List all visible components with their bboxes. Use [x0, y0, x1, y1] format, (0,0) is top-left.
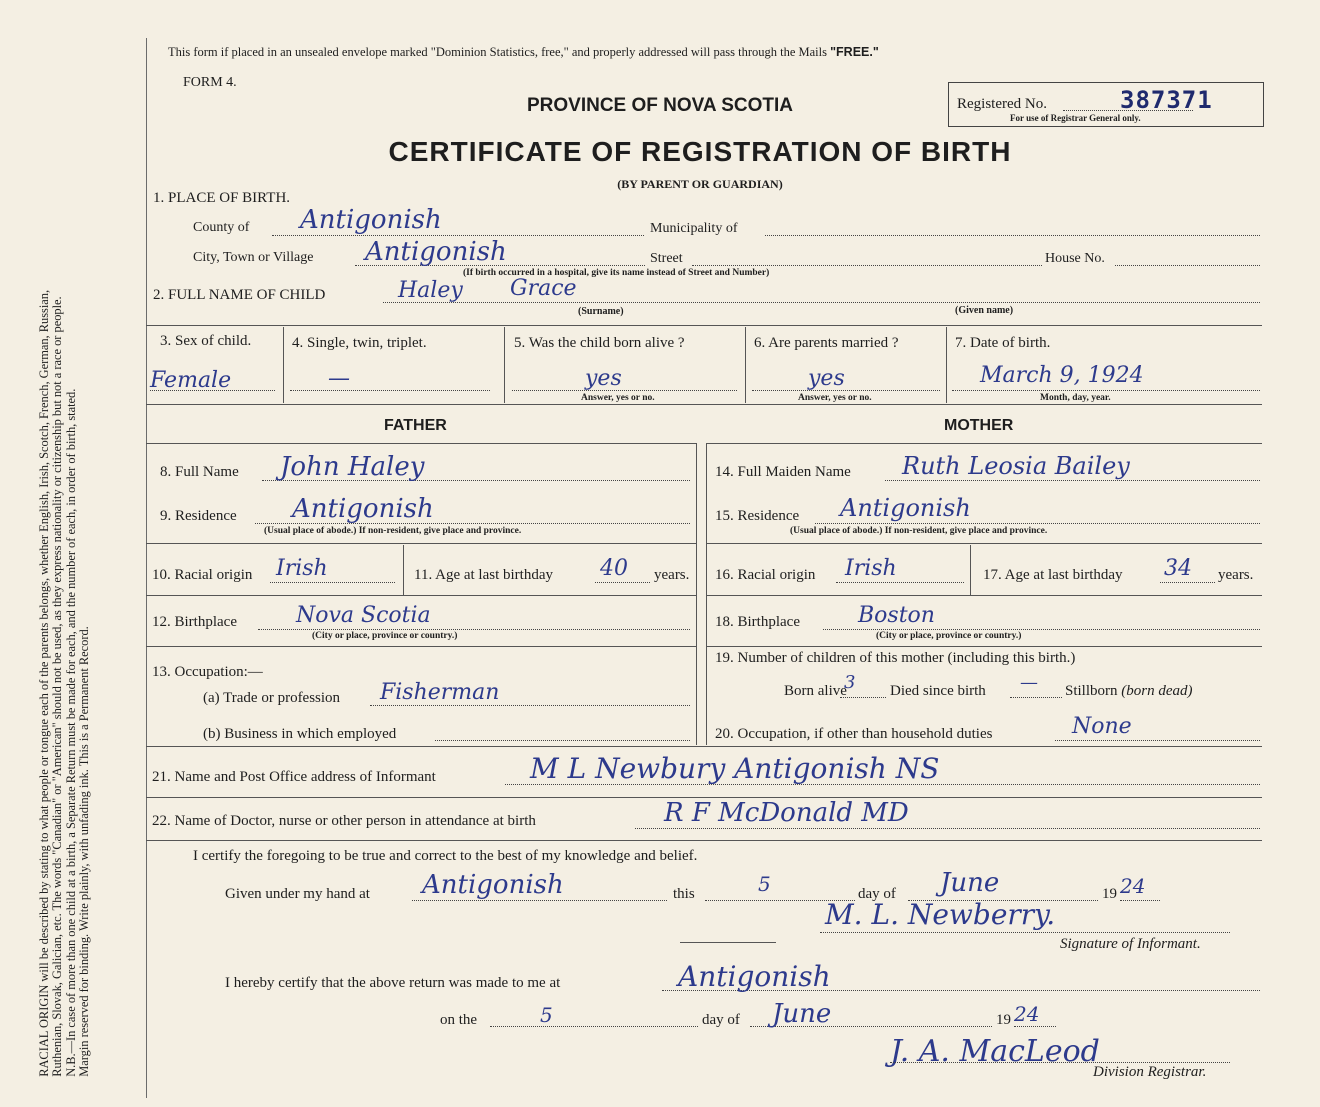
dob-value: March 9, 1924: [980, 363, 1144, 388]
given-name-note: (Given name): [955, 305, 1014, 316]
city-value: Antigonish: [365, 237, 507, 267]
registered-number: 387371: [1120, 86, 1213, 114]
alive-value: yes: [585, 366, 622, 391]
col-divider-4: [946, 327, 947, 403]
married-line: [752, 390, 940, 391]
binding-margin-rule: [146, 38, 147, 1098]
mother-occupation-line: [1055, 740, 1260, 741]
province-title: PROVINCE OF NOVA SCOTIA: [526, 95, 794, 116]
house-line: [1115, 265, 1260, 266]
mother-residence-line: [815, 523, 1260, 524]
registered-label: Registered No.: [957, 96, 1047, 112]
cert-year-prefix: 19: [1102, 886, 1117, 902]
place-heading: 1. PLACE OF BIRTH.: [153, 190, 291, 206]
married-answer-note: Answer, yes or no.: [798, 393, 872, 403]
mother-rule-1: [707, 543, 1262, 544]
registrar-signature-label: Division Registrar.: [1093, 1064, 1207, 1080]
born-alive-label: Born alive: [784, 683, 847, 699]
mother-residence-value: Antigonish: [840, 494, 971, 522]
sex-value: Female: [150, 368, 232, 393]
reg-day-line: [490, 1026, 698, 1027]
cert-day-value: 5: [758, 872, 771, 896]
municipality-line: [765, 235, 1260, 236]
parents-bottom-rule: [146, 746, 1262, 747]
plurality-value: —: [328, 366, 350, 391]
cert-month-value: June: [940, 868, 1000, 898]
registrar-signature-line: [890, 1062, 1230, 1063]
father-business-line: [435, 740, 690, 741]
father-age-line: [595, 582, 650, 583]
child-surname: Haley: [398, 278, 463, 303]
doctor-label: 22. Name of Doctor, nurse or other person in attendance at birth: [152, 813, 536, 829]
cert-year-value: 24: [1120, 874, 1146, 898]
on-the-label: on the: [440, 1012, 478, 1028]
father-header-rule: [146, 443, 697, 444]
mother-left-rule: [706, 443, 707, 745]
county-line: [272, 235, 644, 236]
father-heading: FATHER: [384, 417, 447, 434]
alive-label: 5. Was the child born alive ?: [514, 335, 685, 351]
father-trade-line: [370, 705, 690, 706]
mother-years-label: years.: [1218, 567, 1254, 583]
given-label: Given under my hand at: [225, 886, 370, 902]
father-residence-value: Antigonish: [292, 494, 434, 524]
child-given-name: Grace: [510, 276, 577, 301]
mother-name-line: [885, 480, 1260, 481]
alive-line: [512, 390, 737, 391]
father-age-divider: [403, 545, 404, 595]
county-value: Antigonish: [300, 205, 442, 235]
mother-name-label: 14. Full Maiden Name: [715, 464, 851, 480]
cert-day-of-label: day of: [858, 886, 896, 902]
mother-age-line: [1160, 582, 1215, 583]
surname-note: (Surname): [578, 306, 624, 317]
reg-day-of-label: day of: [702, 1012, 740, 1028]
dob-line: [952, 390, 1260, 391]
mother-birthplace-line: [823, 629, 1260, 630]
mother-rule-3: [707, 646, 1262, 647]
died-line: [1010, 697, 1062, 698]
married-value: yes: [808, 366, 845, 391]
mother-occupation-label: 20. Occupation, if other than household duties: [715, 726, 993, 742]
born-alive-value: 3: [844, 672, 856, 693]
father-business-label: (b) Business in which employed: [203, 726, 397, 742]
father-years-label: years.: [654, 567, 690, 583]
father-racial-value: Irish: [276, 556, 328, 581]
dob-note: Month, day, year.: [1040, 393, 1111, 403]
registrar-note: For use of Registrar General only.: [1010, 113, 1141, 123]
certificate-subtitle: (BY PARENT OR GUARDIAN): [617, 177, 783, 191]
form-number: FORM 4.: [183, 75, 237, 90]
mother-header-rule: [707, 443, 1262, 444]
child-name-label: 2. FULL NAME OF CHILD: [153, 287, 326, 303]
informant-signature: M. L. Newberry.: [825, 898, 1056, 931]
reg-year-line: [1014, 1026, 1056, 1027]
mother-heading: MOTHER: [944, 417, 1014, 434]
registrar-statement: I hereby certify that the above return was made to me at: [225, 975, 561, 991]
this-label: this: [673, 886, 695, 902]
father-trade-value: Fisherman: [380, 680, 500, 705]
father-birthplace-note: (City or place, province or country.): [312, 631, 458, 641]
mother-racial-line: [836, 582, 964, 583]
father-right-rule: [696, 443, 697, 745]
reg-year-prefix: 19: [996, 1012, 1011, 1028]
margin-note-racial-1: RACIAL ORIGIN will be described by stating to what people or tongue each of the parents belongs, whether English, Irish, Scotch, French, German, Russian,: [37, 289, 52, 1077]
given-place-value: Antigonish: [422, 870, 564, 900]
married-label: 6. Are parents married ?: [754, 335, 899, 351]
sex-label: 3. Sex of child.: [160, 333, 252, 349]
municipality-label: Municipality of: [650, 221, 738, 236]
father-residence-note: (Usual place of abode.) If non-resident, give place and province.: [264, 526, 522, 536]
cert-separator-rule: [680, 942, 776, 943]
father-age-value: 40: [600, 556, 628, 581]
certify-statement: I certify the foregoing to be true and correct to the best of my knowledge and belief.: [193, 848, 698, 864]
col-divider-2: [504, 327, 505, 403]
alive-answer-note: Answer, yes or no.: [581, 393, 655, 403]
father-rule-2: [146, 595, 697, 596]
mother-birthplace-label: 18. Birthplace: [715, 614, 800, 630]
registrar-place-value: Antigonish: [678, 960, 831, 993]
mother-racial-value: Irish: [845, 556, 897, 581]
plurality-label: 4. Single, twin, triplet.: [292, 335, 427, 351]
father-birthplace-line: [258, 629, 690, 630]
given-place-line: [412, 900, 667, 901]
registrar-signature: J. A. MacLeod: [890, 1034, 1100, 1069]
mother-birthplace-value: Boston: [858, 603, 935, 628]
informant-label: 21. Name and Post Office address of Informant: [152, 769, 436, 785]
stillborn-text: Stillborn: [1065, 683, 1118, 699]
row-3-top-rule: [146, 325, 1262, 326]
stillborn-label: [1065, 683, 1193, 700]
mother-residence-label: 15. Residence: [715, 508, 800, 524]
informant-signature-label: Signature of Informant.: [1060, 936, 1201, 952]
reg-month-value: June: [772, 999, 832, 1029]
mother-children-label: 19. Number of children of this mother (including this birth.): [715, 650, 1076, 666]
cert-year-line: [1120, 900, 1160, 901]
stillborn-note: (born dead): [1121, 683, 1193, 699]
father-racial-label: 10. Racial origin: [152, 567, 253, 583]
margin-note-racial-2: Ruthenian, Slovak, Galician, etc. The words "Canadian" or "American" should not be used, as they express nationality or citizenship but not a race or people.: [50, 296, 65, 1077]
father-rule-3: [146, 646, 697, 647]
died-label: Died since birth: [890, 683, 986, 699]
father-trade-label: (a) Trade or profession: [203, 690, 341, 706]
city-label: City, Town or Village: [193, 250, 314, 265]
margin-note-binding: Margin reserved for binding. Write plainly, with unfading ink. This is a Permanent Record.: [77, 626, 92, 1077]
father-residence-label: 9. Residence: [160, 508, 237, 524]
reg-day-value: 5: [540, 1003, 553, 1027]
father-age-label: 11. Age at last birthday: [414, 567, 553, 583]
plurality-line: [290, 390, 490, 391]
mail-notice: This form if placed in an unsealed envelope marked "Dominion Statistics, free," and properly addressed will pass through the Mails "FREE.": [168, 45, 879, 59]
county-label: County of: [193, 220, 250, 235]
father-birthplace-value: Nova Scotia: [296, 603, 431, 628]
mother-name-value: Ruth Leosia Bailey: [902, 452, 1130, 480]
dob-label: 7. Date of birth.: [955, 335, 1051, 351]
house-label: House No.: [1045, 251, 1105, 266]
street-label: Street: [650, 251, 683, 266]
father-occupation-label: 13. Occupation:—: [152, 664, 263, 680]
mother-residence-note: (Usual place of abode.) If non-resident, give place and province.: [790, 526, 1048, 536]
doctor-value: R F McDonald MD: [664, 798, 909, 828]
margin-notes: [38, 67, 92, 1077]
mother-age-value: 34: [1164, 556, 1192, 581]
street-line: [692, 265, 1042, 266]
mother-racial-label: 16. Racial origin: [715, 567, 816, 583]
child-name-line: [383, 302, 1260, 303]
born-alive-line: [840, 697, 886, 698]
row-3-bottom-rule: [146, 404, 1262, 405]
hospital-note: (If birth occurred in a hospital, give its name instead of Street and Number): [463, 268, 770, 278]
father-rule-1: [146, 543, 697, 544]
certificate-title: CERTIFICATE OF REGISTRATION OF BIRTH: [388, 136, 1012, 167]
mother-birthplace-note: (City or place, province or country.): [876, 631, 1022, 641]
margin-note-nb: N.B.—In case of more than one child at a birth, a Separate Return must be made for each, and the number of each, in order of birth, stated.: [64, 388, 78, 1077]
reg-year-value: 24: [1014, 1002, 1040, 1026]
father-birthplace-label: 12. Birthplace: [152, 614, 237, 630]
informant-value: M L Newbury Antigonish NS: [530, 752, 940, 785]
died-value: —: [1020, 672, 1038, 693]
mother-age-divider: [970, 545, 971, 595]
doctor-rule: [146, 840, 1262, 841]
col-divider-3: [745, 327, 746, 403]
father-racial-line: [270, 582, 395, 583]
father-name-label: 8. Full Name: [160, 464, 239, 480]
informant-signature-line: [820, 932, 1230, 933]
father-name-value: John Haley: [280, 452, 425, 482]
sex-line: [150, 390, 275, 391]
mother-occupation-value: None: [1072, 714, 1132, 739]
col-divider-1: [283, 327, 284, 403]
doctor-line: [635, 828, 1260, 829]
mother-age-label: 17. Age at last birthday: [983, 567, 1123, 583]
mother-rule-2: [707, 595, 1262, 596]
